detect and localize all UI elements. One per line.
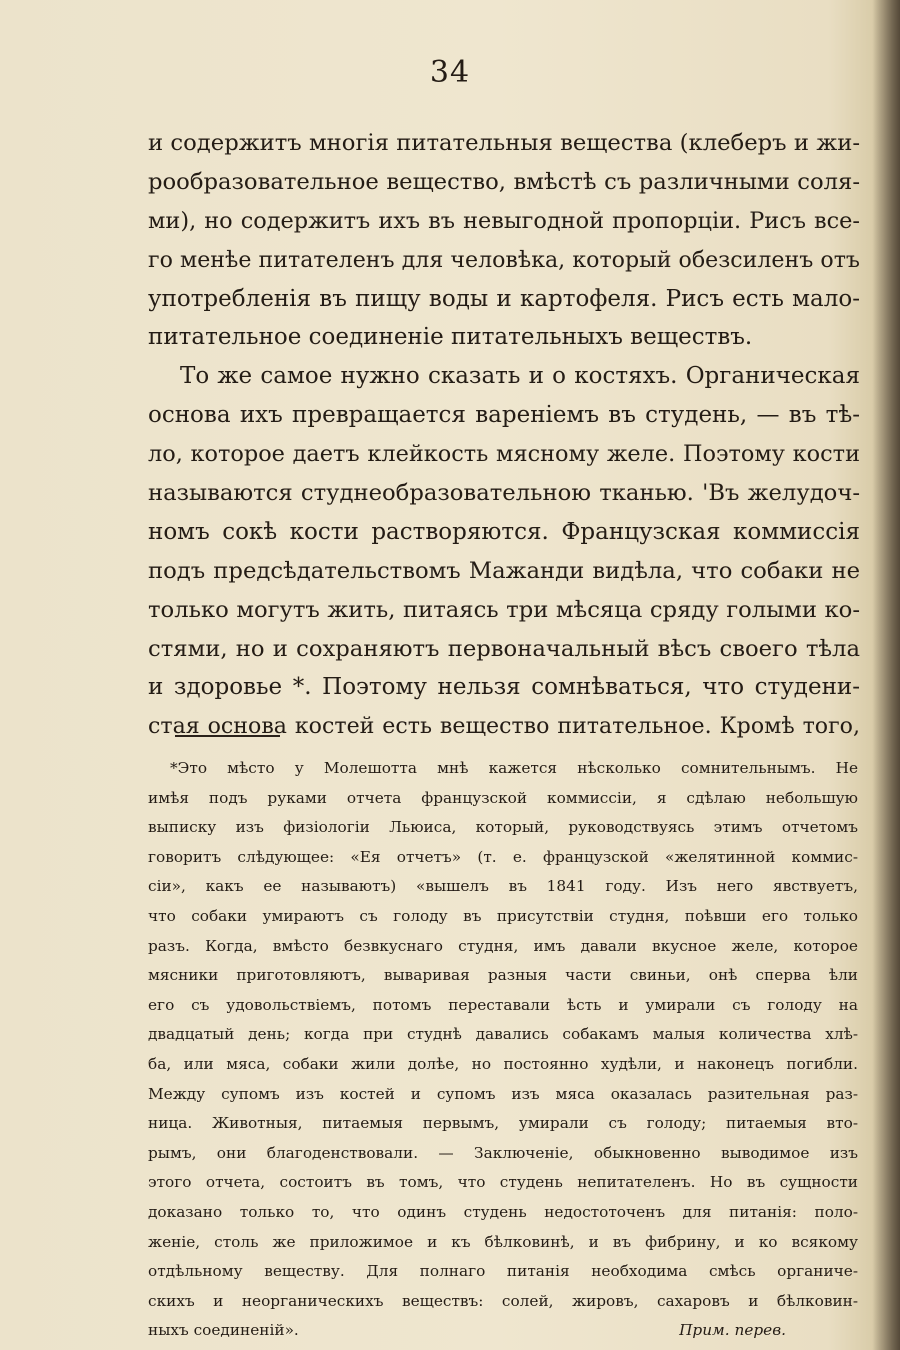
footnote-line: что собаки умираютъ съ голоду въ присутствіи студня, поѣвши его только [148, 906, 858, 925]
footnote-line: его съ удовольствіемъ, потомъ переставали ѣсть и умирали съ голоду на [148, 995, 858, 1014]
text-line: То же самое нужно сказать и о костяхъ. Органическая [180, 363, 860, 390]
footnote-line: отдѣльному веществу. Для полнаго питанія необходима смѣсь органиче- [148, 1262, 858, 1281]
text-line: стая основа костей есть вещество питательное. Кромѣ того, [148, 713, 860, 740]
footnote-line: этого отчета, состоитъ въ томъ, что студень непитателенъ. Но въ сущности [148, 1173, 858, 1192]
text-line: номъ сокѣ кости растворяются. Французская коммиссія [148, 518, 860, 545]
footnote-line: имѣя подъ руками отчета французской коммиссіи, я сдѣлаю небольшую [148, 788, 858, 807]
footnote-line: сіи», какъ ее называютъ) «вышелъ въ 1841 году. Изъ него явствуетъ, [148, 877, 858, 896]
footnote-line: доказано только то, что одинъ студень недостоточенъ для питанія: поло- [148, 1202, 858, 1221]
footnote-line: ба, или мяса, собаки жили долѣе, но постоянно худѣли, и наконецъ погибли. [148, 1054, 858, 1073]
footnote-line: ница. Животныя, питаемыя первымъ, умирали съ голоду; питаемыя вто- [148, 1114, 858, 1133]
footnote-line: двадцатый день; когда при студнѣ давались собакамъ малыя количества хлѣ- [148, 1025, 858, 1044]
text-line: называются студнеобразовательною тканью. 'Въ желудоч- [148, 480, 860, 507]
footnote-line: говоритъ слѣдующее: «Ея отчетъ» (т. е. французской «желятинной коммис- [148, 847, 858, 866]
footnote [148, 754, 858, 1346]
text-line: употребленія въ пищу воды и картофеля. Рисъ есть мало- [148, 285, 860, 312]
text-line: и содержитъ многія питательныя вещества (клеберъ и жи- [148, 130, 860, 156]
text-line: только могутъ жить, питаясь три мѣсяца сряду голыми ко- [148, 596, 860, 623]
footnote-line: Между супомъ изъ костей и супомъ изъ мяса оказалась разительная раз- [148, 1084, 858, 1103]
footnote-line: мясники приготовляютъ, вываривая разныя части свиньи, онѣ сперва ѣли [148, 966, 858, 985]
footnote-line: ныхъ соединеній». [148, 1321, 299, 1340]
page-binding-shadow [872, 0, 900, 1350]
translator-note-signature: Прим. перев. [679, 1321, 786, 1340]
text-line: ми), но содержитъ ихъ въ невыгодной пропорціи. Рисъ все- [148, 207, 860, 234]
text-line: рообразовательное вещество, вмѣстѣ съ различными соля- [148, 168, 860, 195]
main-text [148, 124, 860, 746]
page-number: 34 [429, 55, 471, 90]
footnote-line: разъ. Когда, вмѣсто безвкуснаго студня, имъ давали вкусное желе, которое [148, 936, 858, 955]
footnote-divider [175, 735, 280, 737]
text-line: и здоровье *. Поэтому нельзя сомнѣваться, что студени- [148, 674, 860, 701]
text-line: питательное соединеніе питательныхъ веществъ. [148, 324, 753, 351]
footnote-line: выписку изъ физіологіи Льюиса, который, руководствуясь этимъ отчетомъ [148, 818, 858, 837]
text-line: подъ предсѣдательствомъ Мажанди видѣла, что собаки не [148, 557, 860, 584]
text-line: го менѣе питателенъ для человѣка, который обезсиленъ отъ [148, 246, 860, 273]
text-line: стями, но и сохраняютъ первоначальный вѣсъ своего тѣла [148, 635, 860, 662]
footnote-line: рымъ, они благоденствовали. — Заключеніе, обыкновенно выводимое изъ [148, 1143, 858, 1162]
footnote-last-line [148, 1316, 858, 1346]
footnote-line: *Это мѣсто у Молешотта мнѣ кажется нѣсколько сомнительнымъ. Не [170, 759, 858, 777]
text-line: основа ихъ превращается вареніемъ въ студень, — въ тѣ- [148, 402, 860, 429]
footnote-line: женіе, столь же приложимое и къ бѣлковинѣ, и въ фибрину, и ко всякому [148, 1232, 858, 1251]
footnote-line: скихъ и неорганическихъ веществъ: солей, жировъ, сахаровъ и бѣлковин- [148, 1291, 858, 1310]
text-line: ло, которое даетъ клейкость мясному желе. Поэтому кости [148, 441, 860, 468]
